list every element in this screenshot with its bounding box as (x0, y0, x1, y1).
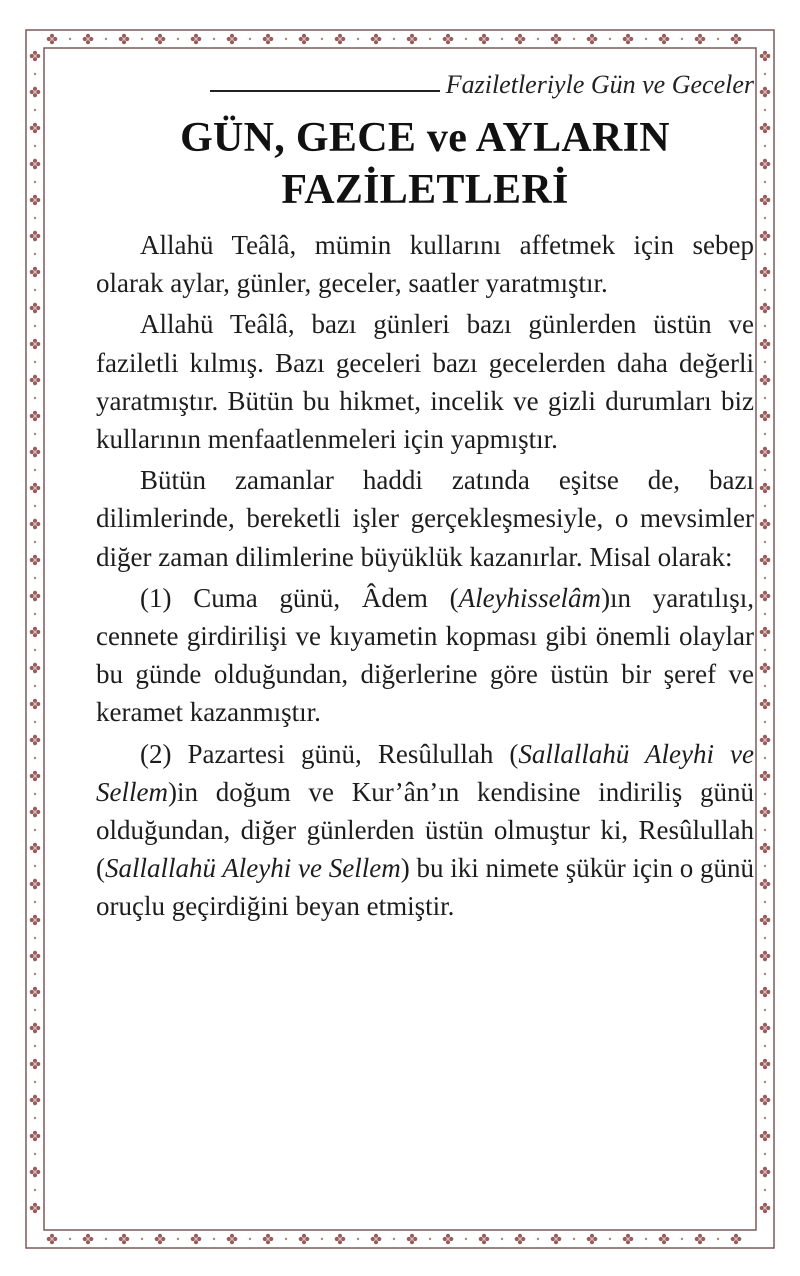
border-flower-motif (30, 339, 41, 350)
border-dot (764, 541, 766, 543)
border-flower-motif (47, 34, 58, 45)
border-dot (105, 1238, 107, 1240)
border-dot (764, 973, 766, 975)
border-flower-motif (30, 663, 41, 674)
border-flower-motif (760, 771, 771, 782)
border-flower-motif (30, 591, 41, 602)
border-dot (429, 1238, 431, 1240)
border-dot (34, 1189, 36, 1191)
border-dot (393, 1238, 395, 1240)
border-flower-motif (695, 1234, 706, 1245)
border-flower-motif (760, 591, 771, 602)
border-flower-motif (30, 231, 41, 242)
border-dot (764, 1189, 766, 1191)
border-dot (764, 901, 766, 903)
border-dot (609, 1238, 611, 1240)
border-flower-motif (30, 87, 41, 98)
border-flower-motif (760, 1059, 771, 1070)
border-flower-motif (760, 663, 771, 674)
running-head-rule (210, 90, 440, 92)
text-run: ) bu iki nimete şükür için o günü oruçlu geçirdiğini beyan etmiştir. (96, 853, 755, 922)
italic-phrase: Sallallahü Aleyhi ve Sellem (96, 738, 754, 807)
text-run: )ın yaratılışı, cennete girdirilişi ve kıyametin kopması gibi önemli olaylar bu günde olduğundan, diğerlerine göre üstün bir şeref ve keramet kazanmıştır. (96, 582, 755, 728)
border-dot (764, 433, 766, 435)
border-dot (34, 469, 36, 471)
chapter-title (96, 112, 754, 216)
border-flower-motif (335, 1234, 346, 1245)
border-flower-motif (30, 303, 41, 314)
border-dot (34, 901, 36, 903)
border-flower-motif (30, 267, 41, 278)
border-dot (213, 1238, 215, 1240)
border-flower-motif (760, 519, 771, 530)
border-flower-motif (30, 987, 41, 998)
border-dot (177, 38, 179, 40)
border-flower-motif (551, 1234, 562, 1245)
border-flower-motif (760, 375, 771, 386)
border-flower-motif (83, 1234, 94, 1245)
border-dot (34, 145, 36, 147)
border-dot (764, 685, 766, 687)
border-dot (141, 1238, 143, 1240)
border-flower-motif (83, 34, 94, 45)
border-flower-motif (30, 1023, 41, 1034)
border-dot (764, 649, 766, 651)
border-flower-motif (263, 34, 274, 45)
border-flower-motif (335, 34, 346, 45)
border-dot (34, 649, 36, 651)
border-flower-motif (30, 159, 41, 170)
border-flower-motif (659, 1234, 670, 1245)
border-flower-motif (155, 34, 166, 45)
border-dot (764, 145, 766, 147)
border-flower-motif (30, 195, 41, 206)
border-flower-motif (760, 1023, 771, 1034)
border-dot (34, 397, 36, 399)
border-dot (357, 1238, 359, 1240)
border-dot (34, 289, 36, 291)
border-dot (764, 325, 766, 327)
border-dot (537, 38, 539, 40)
border-flower-motif (30, 1167, 41, 1178)
border-dot (764, 1117, 766, 1119)
border-dot (681, 38, 683, 40)
border-flower-motif (155, 1234, 166, 1245)
border-flower-motif (760, 123, 771, 134)
border-dot (764, 721, 766, 723)
border-dot (573, 1238, 575, 1240)
border-flower-motif (30, 807, 41, 818)
border-flower-motif (119, 1234, 130, 1245)
border-dot (34, 181, 36, 183)
text-run: Allahü Teâlâ, mümin kullarını affetmek için sebep olarak aylar, günler, geceler, saatler yaratmıştır. (96, 230, 754, 299)
text-run: (2) Pazartesi günü, Resûlullah ( (140, 738, 519, 769)
border-dot (764, 1081, 766, 1083)
border-dot (34, 433, 36, 435)
border-flower-motif (443, 34, 454, 45)
border-flower-motif (371, 1234, 382, 1245)
border-flower-motif (407, 34, 418, 45)
border-dot (764, 865, 766, 867)
border-dot (34, 793, 36, 795)
border-flower-motif (30, 735, 41, 746)
border-dot (34, 1153, 36, 1155)
border-flower-motif (30, 951, 41, 962)
border-dot (764, 793, 766, 795)
paragraph (96, 226, 754, 302)
border-flower-motif (587, 1234, 598, 1245)
border-flower-motif (760, 807, 771, 818)
border-flower-motif (30, 1203, 41, 1214)
paragraph (96, 579, 754, 732)
border-dot (34, 613, 36, 615)
border-flower-motif (30, 519, 41, 530)
border-flower-motif (760, 699, 771, 710)
border-dot (69, 1238, 71, 1240)
running-head (96, 66, 754, 104)
page-content (96, 66, 754, 929)
border-flower-motif (30, 1131, 41, 1142)
border-flower-motif (760, 1095, 771, 1106)
border-flower-motif (30, 483, 41, 494)
border-dot (177, 1238, 179, 1240)
border-flower-motif (659, 34, 670, 45)
border-flower-motif (760, 951, 771, 962)
border-flower-motif (30, 555, 41, 566)
border-flower-motif (760, 483, 771, 494)
border-dot (609, 38, 611, 40)
border-flower-motif (30, 51, 41, 62)
border-flower-motif (760, 1131, 771, 1142)
border-flower-motif (30, 1059, 41, 1070)
text-run: )in doğum ve Kur’ân’ın kendisine indiriliş günü olduğundan, diğer günlerden üstün olmuştur ki, Resûlullah ( (96, 776, 754, 884)
border-flower-motif (30, 123, 41, 134)
border-dot (764, 397, 766, 399)
text-run: Allahü Teâlâ, bazı günleri bazı günlerden üstün ve faziletli kılmış. Bazı geceleri bazı gecelerden daha değerli yaratmıştır. Bütün bu hikmet, incelik ve gizli durumları biz kullarının menfaatlenmeleri için yapmıştır. (96, 309, 754, 455)
border-dot (34, 505, 36, 507)
border-dot (285, 1238, 287, 1240)
border-dot (764, 361, 766, 363)
border-dot (285, 38, 287, 40)
border-dot (34, 1117, 36, 1119)
border-flower-motif (731, 34, 742, 45)
border-flower-motif (760, 447, 771, 458)
border-dot (764, 757, 766, 759)
page-frame (24, 28, 776, 1250)
border-dot (764, 505, 766, 507)
border-dot (105, 38, 107, 40)
border-flower-motif (299, 34, 310, 45)
border-dot (34, 361, 36, 363)
border-flower-motif (30, 771, 41, 782)
border-flower-motif (760, 411, 771, 422)
border-dot (645, 38, 647, 40)
border-flower-motif (760, 735, 771, 746)
border-flower-motif (479, 1234, 490, 1245)
border-dot (34, 865, 36, 867)
border-flower-motif (515, 1234, 526, 1245)
border-flower-motif (119, 34, 130, 45)
border-flower-motif (30, 843, 41, 854)
border-flower-motif (760, 267, 771, 278)
running-head-text: Faziletleriyle Gün ve Geceler (445, 70, 754, 99)
border-flower-motif (760, 231, 771, 242)
border-dot (764, 577, 766, 579)
border-dot (69, 38, 71, 40)
border-dot (764, 613, 766, 615)
border-flower-motif (623, 1234, 634, 1245)
border-flower-motif (760, 1203, 771, 1214)
border-dot (34, 541, 36, 543)
chapter-title-line-2: FAZİLETLERİ (281, 167, 569, 213)
border-flower-motif (191, 34, 202, 45)
border-dot (764, 1045, 766, 1047)
border-flower-motif (551, 34, 562, 45)
border-dot (764, 109, 766, 111)
border-dot (34, 73, 36, 75)
border-dot (34, 757, 36, 759)
border-dot (141, 38, 143, 40)
border-flower-motif (30, 447, 41, 458)
border-dot (34, 217, 36, 219)
border-flower-motif (30, 879, 41, 890)
border-flower-motif (263, 1234, 274, 1245)
border-dot (764, 253, 766, 255)
border-flower-motif (227, 34, 238, 45)
paragraph (96, 305, 754, 458)
border-dot (321, 38, 323, 40)
border-dot (34, 1009, 36, 1011)
body-text (96, 226, 754, 926)
border-dot (764, 73, 766, 75)
border-dot (465, 1238, 467, 1240)
border-dot (501, 1238, 503, 1240)
border-dot (764, 289, 766, 291)
border-dot (34, 829, 36, 831)
border-flower-motif (47, 1234, 58, 1245)
border-dot (764, 1153, 766, 1155)
border-dot (764, 937, 766, 939)
border-dot (717, 38, 719, 40)
border-dot (249, 1238, 251, 1240)
border-flower-motif (760, 87, 771, 98)
border-dot (34, 325, 36, 327)
border-dot (501, 38, 503, 40)
border-flower-motif (30, 1095, 41, 1106)
border-flower-motif (760, 51, 771, 62)
border-dot (681, 1238, 683, 1240)
border-dot (393, 38, 395, 40)
border-flower-motif (760, 843, 771, 854)
border-flower-motif (760, 915, 771, 926)
paragraph (96, 735, 754, 926)
border-flower-motif (299, 1234, 310, 1245)
border-dot (34, 109, 36, 111)
border-dot (213, 38, 215, 40)
border-flower-motif (30, 699, 41, 710)
border-flower-motif (695, 34, 706, 45)
border-flower-motif (760, 555, 771, 566)
border-flower-motif (760, 339, 771, 350)
border-flower-motif (191, 1234, 202, 1245)
border-dot (573, 38, 575, 40)
border-flower-motif (443, 1234, 454, 1245)
border-flower-motif (760, 1167, 771, 1178)
border-flower-motif (30, 411, 41, 422)
border-dot (34, 577, 36, 579)
border-flower-motif (760, 159, 771, 170)
italic-phrase: Aleyhisselâm (458, 582, 602, 613)
border-dot (764, 829, 766, 831)
border-dot (34, 253, 36, 255)
border-dot (321, 1238, 323, 1240)
border-dot (34, 973, 36, 975)
border-dot (537, 1238, 539, 1240)
border-flower-motif (760, 879, 771, 890)
border-dot (717, 1238, 719, 1240)
border-dot (465, 38, 467, 40)
border-flower-motif (760, 303, 771, 314)
border-flower-motif (30, 915, 41, 926)
border-flower-motif (227, 1234, 238, 1245)
border-flower-motif (371, 34, 382, 45)
border-dot (34, 937, 36, 939)
paragraph (96, 461, 754, 576)
border-flower-motif (30, 627, 41, 638)
border-dot (357, 38, 359, 40)
text-run: (1) Cuma günü, Âdem ( (140, 582, 459, 613)
border-flower-motif (760, 195, 771, 206)
border-dot (34, 721, 36, 723)
border-dot (764, 217, 766, 219)
border-flower-motif (760, 627, 771, 638)
border-flower-motif (587, 34, 598, 45)
border-flower-motif (731, 1234, 742, 1245)
border-dot (764, 1009, 766, 1011)
border-flower-motif (479, 34, 490, 45)
border-flower-motif (30, 375, 41, 386)
border-dot (34, 685, 36, 687)
border-dot (764, 469, 766, 471)
border-flower-motif (760, 987, 771, 998)
border-flower-motif (515, 34, 526, 45)
border-dot (34, 1081, 36, 1083)
border-dot (249, 38, 251, 40)
border-flower-motif (623, 34, 634, 45)
border-dot (429, 38, 431, 40)
text-run: Bütün zamanlar haddi zatında eşitse de, bazı dilimlerinde, bereketli işler gerçekleşmesiyle, o mevsimler diğer zaman dilimlerine büyüklük kazanırlar. Misal olarak: (96, 465, 754, 572)
border-dot (764, 181, 766, 183)
border-dot (645, 1238, 647, 1240)
border-dot (34, 1045, 36, 1047)
italic-phrase: Sallallahü Aleyhi ve Sellem (105, 853, 401, 884)
border-flower-motif (407, 1234, 418, 1245)
chapter-title-line-1: GÜN, GECE ve AYLARIN (180, 115, 670, 161)
